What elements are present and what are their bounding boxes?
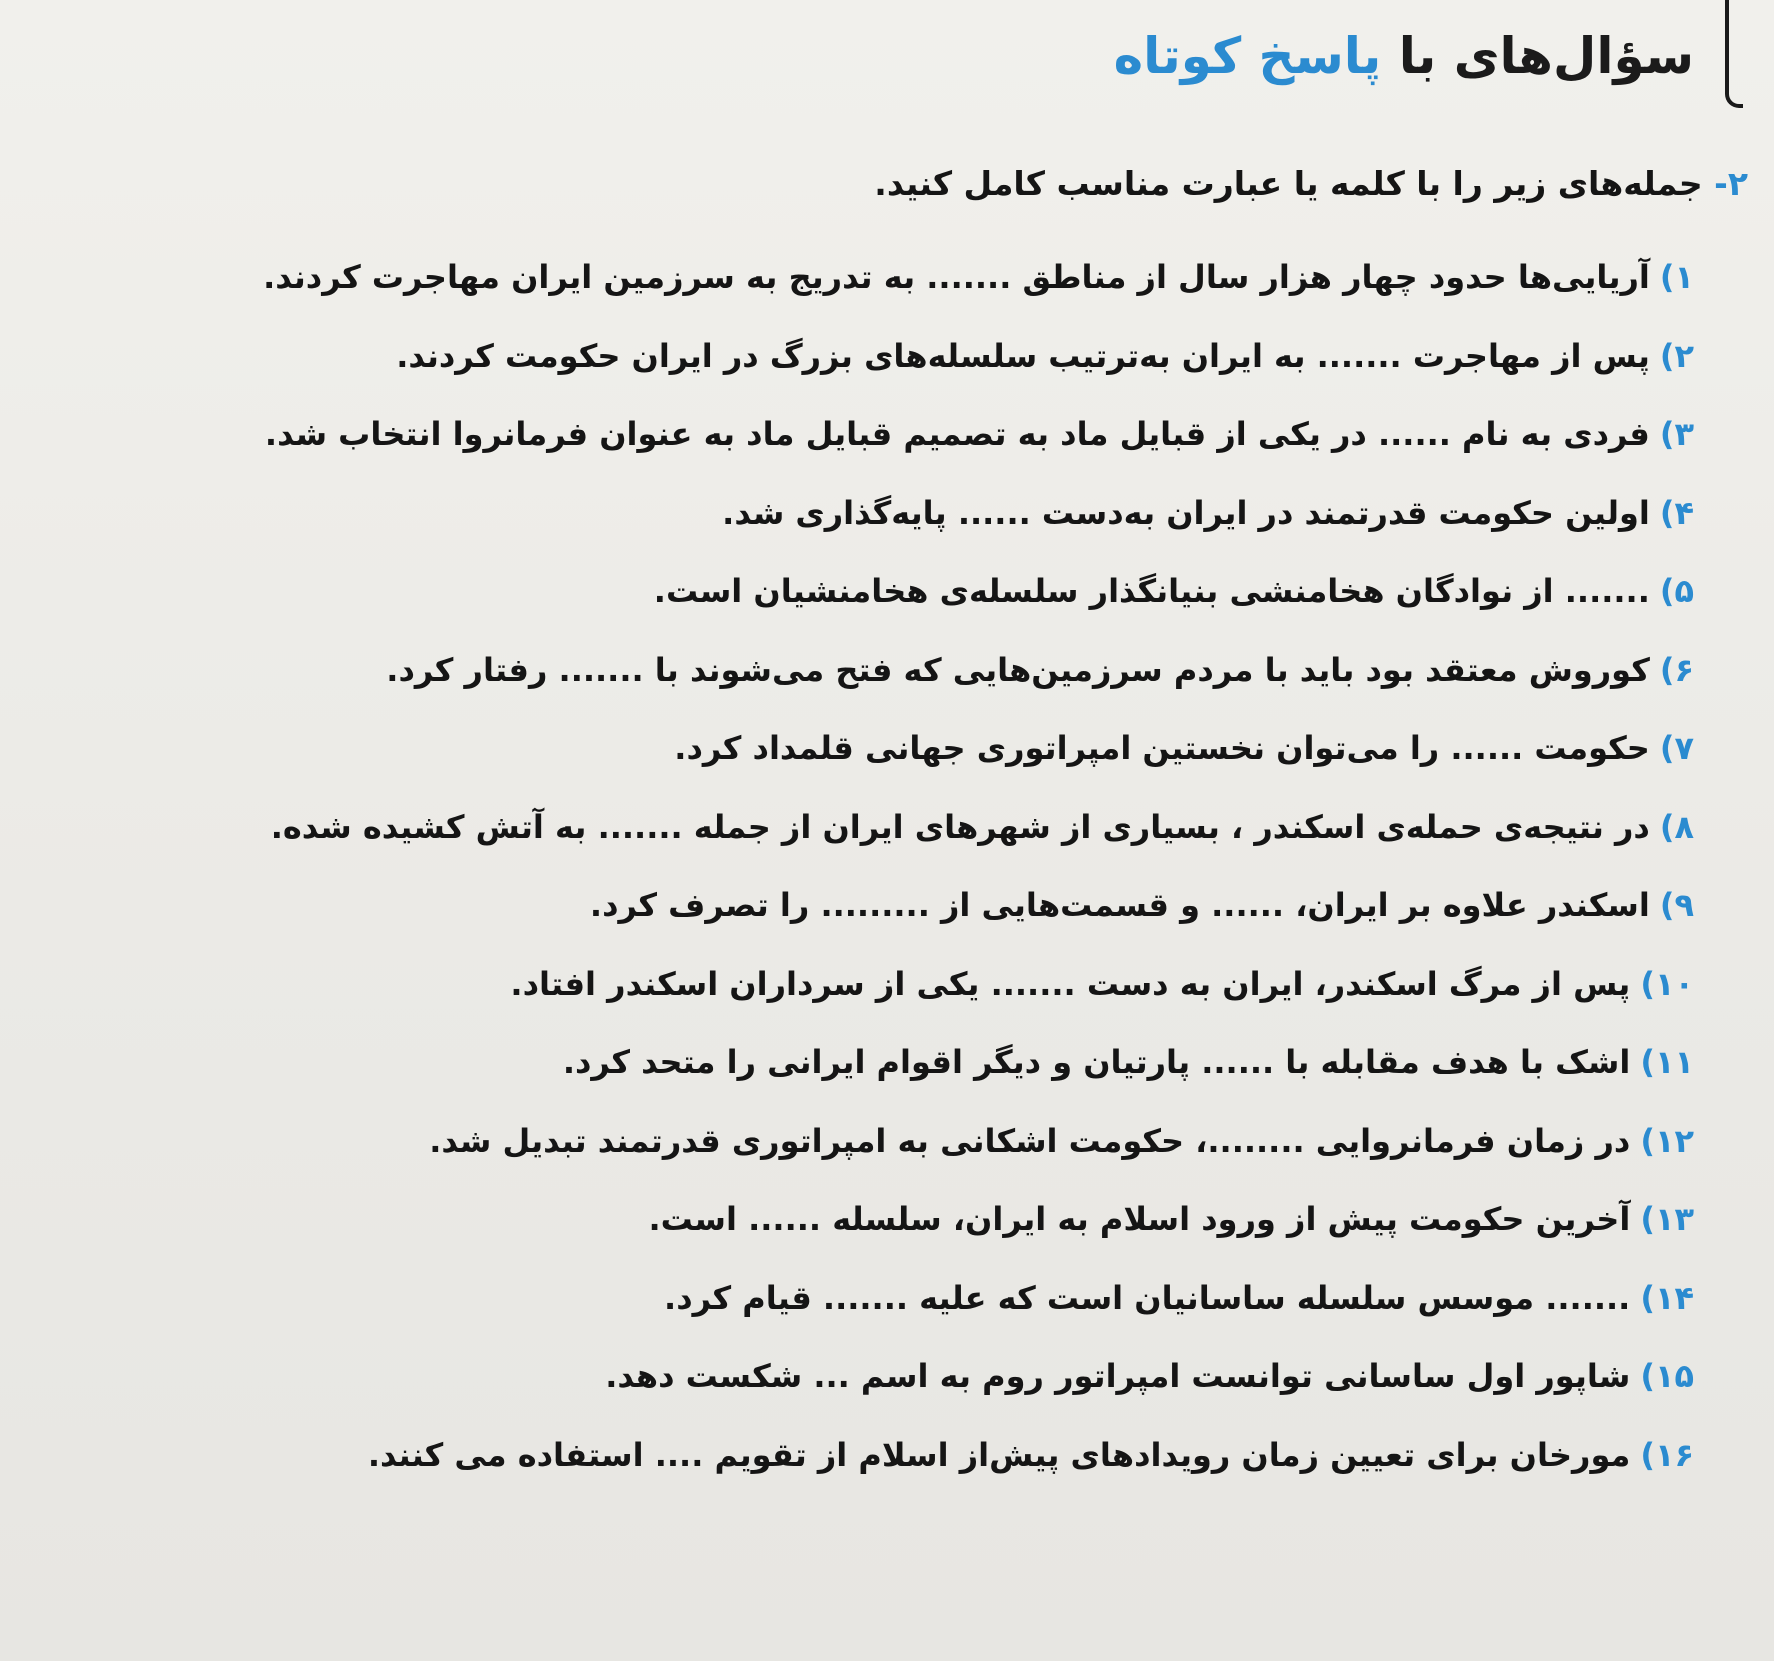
question-item <box>4 866 1694 945</box>
question-number: ۱۶) <box>1640 1435 1694 1474</box>
question-item <box>4 317 1694 396</box>
exercise-number: ۲- <box>1714 164 1748 203</box>
question-item <box>4 1337 1694 1416</box>
question-list <box>4 238 1694 1494</box>
question-item <box>4 1102 1694 1181</box>
question-number: ۳) <box>1659 415 1694 453</box>
question-item <box>4 552 1694 631</box>
question-text: پس از مهاجرت ....... به ایران به‌ترتیب سلسله‌های بزرگ در ایران حکومت کردند. <box>396 336 1650 375</box>
question-number: ۱۲) <box>1640 1121 1694 1160</box>
question-item <box>4 1180 1694 1259</box>
question-text: مورخان برای تعیین زمان رویدادهای پیش‌از اسلام از تقویم .... استفاده می کنند. <box>367 1435 1631 1474</box>
title-bracket-decoration <box>1725 0 1743 108</box>
section-title <box>1114 16 1694 96</box>
question-text: در زمان فرمانروایی ........، حکومت اشکانی به امپراتوری قدرتمند تبدیل شد. <box>429 1121 1631 1160</box>
question-number: ۹) <box>1659 886 1694 924</box>
question-number: ۶) <box>1659 650 1694 689</box>
question-number: ۱۱) <box>1640 1043 1694 1081</box>
question-item <box>4 1416 1694 1495</box>
exercise-instruction-text: جمله‌های زیر را با کلمه یا عبارت مناسب کامل کنید. <box>874 164 1703 203</box>
question-item <box>4 788 1694 867</box>
question-number: ۱) <box>1659 258 1694 296</box>
question-item <box>4 474 1694 553</box>
question-number: ۱۵) <box>1640 1357 1694 1395</box>
question-item <box>4 1259 1694 1338</box>
section-title-part2: پاسخ کوتاه <box>1113 27 1382 85</box>
question-text: اولین حکومت قدرتمند در ایران به‌دست ...... پایه‌گذاری شد. <box>722 493 1650 532</box>
exercise-instruction <box>188 158 1748 210</box>
question-text: حکومت ...... را می‌توان نخستین امپراتوری جهانی قلمداد کرد. <box>674 729 1650 767</box>
question-item <box>4 709 1694 788</box>
question-text: کوروش معتقد بود باید با مردم سرزمین‌هایی که فتح می‌شوند با ....... رفتار کرد. <box>386 650 1650 689</box>
question-text: آخرین حکومت پیش از ورود اسلام به ایران، سلسله ...... است. <box>648 1200 1631 1238</box>
question-number: ۵) <box>1659 572 1694 610</box>
question-item <box>4 1023 1694 1102</box>
question-number: ۲) <box>1659 336 1694 375</box>
question-number: ۱۳) <box>1640 1200 1694 1238</box>
question-text: شاپور اول ساسانی توانست امپراتور روم به اسم ... شکست دهد. <box>605 1357 1631 1395</box>
question-text: ....... از نوادگان هخامنشی بنیانگذار سلسله‌ی هخامنشیان است. <box>653 572 1650 610</box>
question-item <box>4 945 1694 1024</box>
question-text: فردی به نام ...... در یکی از قبایل ماد به تصمیم قبایل ماد به عنوان فرمانروا انتخاب شد. <box>264 415 1650 453</box>
question-text: اسکندر علاوه بر ایران، ...... و قسمت‌هایی از ......... را تصرف کرد. <box>589 886 1650 924</box>
question-number: ۱۰) <box>1640 964 1694 1003</box>
question-number: ۸) <box>1659 807 1694 846</box>
question-text: آریایی‌ها حدود چهار هزار سال از مناطق ....... به تدریج به سرزمین ایران مهاجرت کردند. <box>263 258 1650 296</box>
question-item <box>4 238 1694 317</box>
question-number: ۱۴) <box>1640 1278 1694 1317</box>
question-number: ۷) <box>1659 729 1694 767</box>
question-item <box>4 395 1694 474</box>
question-text: در نتیجه‌ی حمله‌ی اسکندر ، بسیاری از شهرهای ایران از جمله ....... به آتش کشیده شده. <box>270 807 1650 846</box>
question-text: ....... موسس سلسله ساسانیان است که علیه ....... قیام کرد. <box>664 1278 1631 1317</box>
section-title-part1: سؤال‌های با <box>1398 27 1694 85</box>
question-number: ۴) <box>1659 493 1694 532</box>
question-item <box>4 631 1694 710</box>
question-text: پس از مرگ اسکندر، ایران به دست ....... یکی از سرداران اسکندر افتاد. <box>510 964 1631 1003</box>
question-text: اشک با هدف مقابله با ...... پارتیان و دیگر اقوام ایرانی را متحد کرد. <box>562 1043 1631 1081</box>
